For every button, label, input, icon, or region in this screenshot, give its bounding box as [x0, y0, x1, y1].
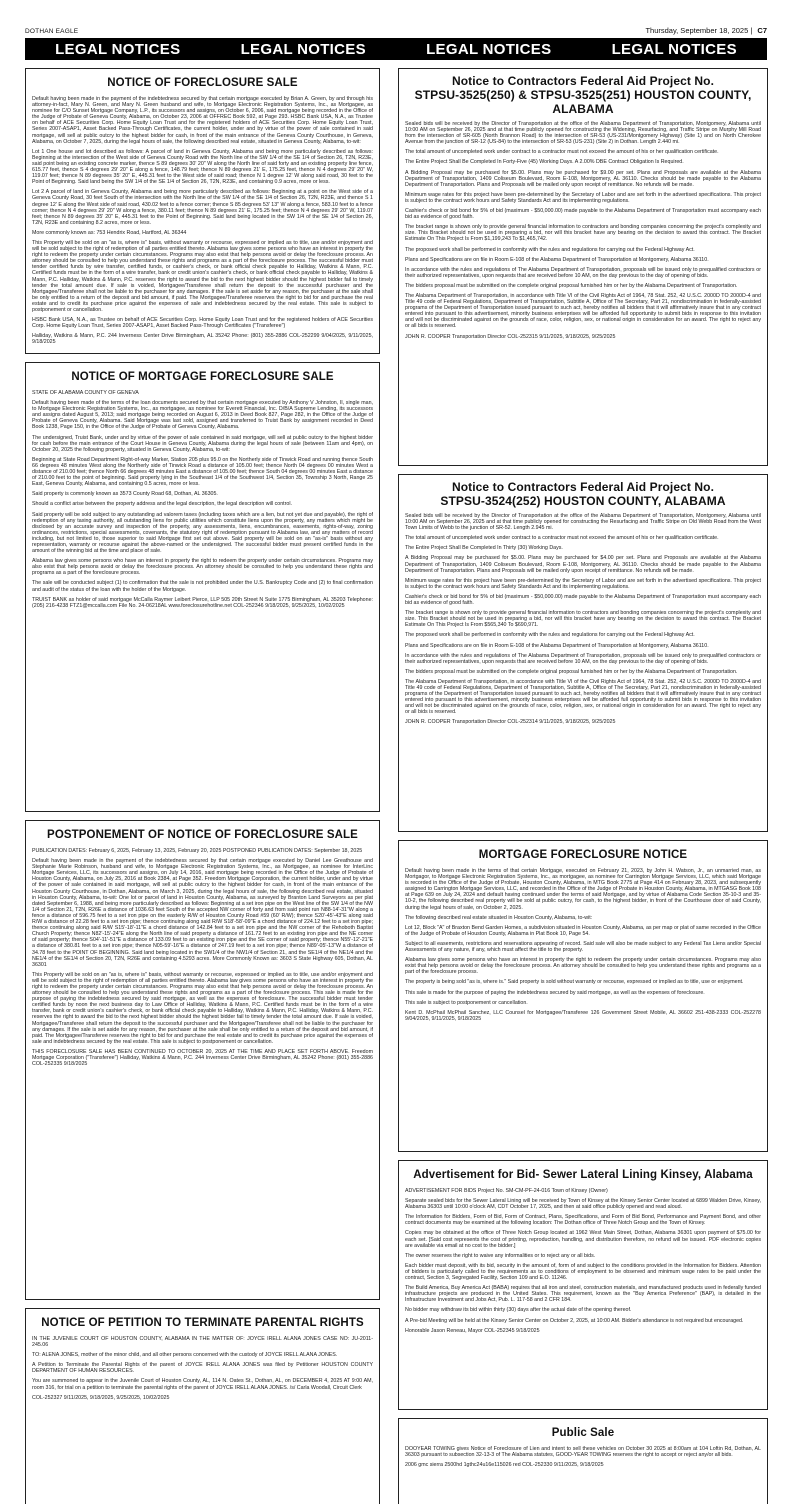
notice-paragraph: The Entire Project Shall Be Completed In Thirty (30) Working Days. [405, 545, 563, 552]
notice-paragraph: Sealed bids will be received by the Director of Transportation at the office of the Alabama Department of Transportation, Montgomery, Alabama until 10:00 AM on September 26, 2025 and at that time publicly opened for constructing the Resurfacing and Traffic Stripe on Old Webb Road from the West Town Limits of Webb to the junction of SR-52. Length 2.945 mi. [405, 513, 761, 532]
notice-paragraph: JOHN R. COOPER Transportation Director COL-252315 9/11/2025, 9/18/2025, 9/25/2025 [405, 333, 616, 340]
page-number: C7 [757, 26, 767, 35]
title-line: Notice to Contractors Federal Aid Project No. [451, 74, 715, 88]
notice-title: NOTICE OF FORECLOSURE SALE [107, 77, 298, 89]
notice-paragraph: Said property will be sold subject to any outstanding ad valorem taxes (including taxes which are a lien, but not yet due and payable), the right of redemption of any taxing authority, all outstanding liens for public utilities which constitute liens upon the property, any matters which might be disclosed by an accurate survey and inspection of the property, any assessments, liens, encumbrances, easements, rights-of-way, zoning ordinances, restrictions, special assessments, covenants, the statutory right of redemption pursuant to Alabama law, and any matters of record including, but not limited to, those superior to said Mortgage first set out above. Said property will be sold on an "as-is" basis without any representation, warranty or recourse against the above-named or the undersigned. The successful bidder must present certified funds in the amount of the winning bid at the time and place of sale. [32, 511, 373, 555]
right-column [398, 68, 768, 1504]
notice-paragraph: Minimum wage rates for this project have been pre-determined by the Secretary of Labor and are set forth in the advertised specifications. This project is subject to the contract work hours and Safety Standards Act and its implementing regulations. [405, 577, 761, 590]
notice-paragraph: The bidders proposal must be submitted on the complete original proposal furnished him or her by the Alabama Department of Transportation. [405, 668, 738, 675]
notice-paragraph: Default having been made of the terms of the loan documents secured by that certain mortgage executed by Anthony V Johnston, II, single man, to Mortgage Electronic Registration Systems, Inc., as mortgagee, as nominee for Everett Financial, Inc. D/B/A Supreme Lending, its successors and assigns dated August 5, 2013; said mortgage being recorded on August 6, 2013 in Deed Book 827, Page 282, in the Office of the Judge of Probate of Geneva County, Alabama. Said Mortgage was last sold, assigned and transferred to Truist Bank by assignment recorded in Deed Book 1238, Page 150, in the Office of the Judge of Probate of Geneva County, Alabama. [32, 400, 373, 431]
date-text: Thursday, September 18, 2025 [645, 26, 749, 35]
notice-paragraph: DOOYEAR TOWING gives Notice of Foreclosure of Lien and intent to sell these vehicles on October 30 2025 at 8:00am at 104 Loftin Rd, Dothan, AL 36303 pursuant to subsection 32-13-3 of The Alabama statutes, GOOD-YEAR TOWING reserves the right to accept or reject any/or all bids. [405, 1446, 761, 1459]
notice-public-sale [398, 1418, 768, 1504]
notice-paragraph: Default having been made in the terms of that certain Mortgage, executed on February 21, 2023, by John H. Watson, Jr., an unmarried man, as Mortgagor, to Mortgage Electronic Registration Systems, Inc., as mortgagee, as nominee for Carrington Mortgage Services, LLC, which said Mortgage is recorded in the Office of the Judge of Probate, Houston County, Alabama, in MTG Book 2775 at Page 414 on February 28, 2023, and subsequently assigned to Carrington Mortgage Services, LLC, and recorded in the Office of the Judge of Probate in Houston County, Alabama, in MTGASG Book 108 at Page 639 on July 24, 2024 and default having continued under the terms of said Mortgage, and by virtue of Alabama Code Section 35-10-3 and 35-10-2, the following described real property will be sold at public outcry, for cash, to the highest bidder, in front of the Courthouse door of said County, during the legal hours of sale, on October 2, 2025. [405, 868, 761, 911]
notice-paragraph: THIS FORECLOSURE SALE HAS BEEN CONTINUED TO OCTOBER 20, 2025 AT THE TIME AND PLACE SET FORTH ABOVE. Freedom Mortgage Corporation ("Transferee") Halliday, Watkins & Mann, P.C. 244 Inverness Center Drive Birmingham, AL 35242 Phone: (801) 355-2886 COL-252335 9/18/2025 [32, 1048, 373, 1068]
notice-paragraph: The Information for Bidders, Form of Bid, Form of Contract, Plans, Specifications, and Form of Bid Bond, Performance and Payment Bond, and other contract documents may be examined at the following location: The Dothan office of Three Notch Group and the Town of Kinsey. [405, 1214, 761, 1227]
notice-paragraph: The total amount of uncompleted work under contract to a contractor must not exceed the amount of his or her qualification certificate. [405, 149, 719, 156]
notice-body [32, 1336, 373, 1504]
notice-paragraph: In accordance with the rules and regulations of The Alabama Department of Transportation, proposals will be issued only to prequalified contractors or their authorized representatives, upon requests that are received before 10 AM, on the day previous to the day of opening of bids. [405, 652, 761, 665]
page-header [25, 26, 767, 38]
left-column [25, 68, 380, 1504]
notice-paragraph: Halliday, Watkins & Mann, P.C. 244 Inverness Center Drive Birmingham, AL 35242 Phone: (801) 355-2886 COL-252299 9/04/2025, 9/11/2025, 9/18/2025 [32, 333, 373, 346]
notice-paragraph: Lot 1 One house and lot described as follows: A parcel of land in Geneva County, Alabama and being more particularly described as follows: Beginning at the intersection of the West side of Geneva County Road with the North line of the SW 1/4 of the SE 1/4 of Section 26, T2N, R23E, said point being an existing concrete marker, thence S 89 degrees 30' 20" W along the North line of said forty and an existing property line fence, 615.77 feet, thence S 4 degrees 29' 20" E along a fence, 148.79 feet; thence N 89 degrees 21' E, 175.25 feet, thence N 4 degrees 29' 20" W, 119.07 feet; thence N 89 degrees 35' 20" E, 445.31 feet to the West side of said road; thence N 1 degree 12' W along said road, 30 feet to the Point of Beginning. Said land being the SW 1/4 of the SE 1/4 of Section 26, T2N, R23E, and containing 0.9 acres, more or less. [32, 148, 373, 186]
notice-paragraph: In accordance with the rules and regulations of The Alabama Department of Transportation, proposals will be issued only to prequalified contractors or their authorized representatives, upon requests that are received before 10 AM, on the day previous to the day of opening of bids. [405, 266, 761, 279]
notice-paragraph: Copies may be obtained at the office of Three Notch Group located at 1962 West Main Street, Dothan, Alabama 36301 upon payment of $75.00 for each set. [Said cost represents the cost of printing, reproduction, handling, and distribution therefore, no refund will be issued. PDF electronic copies are available via email at no cost to the bidder.] [405, 1230, 761, 1249]
banner-label: LEGAL NOTICES [55, 40, 181, 58]
notice-contractors-3524 [398, 474, 768, 832]
notice-paragraph: Lot 2 A parcel of land in Geneva County, Alabama and being more particularly described as follows: Beginning at a point on the West side of a Geneva County Road, 30 feet South of the intersection with the North line of the SW 1/4 of the SE 1/4 of Section 26, T2N, R23E, and thence S 1 degree 12' E along the West side of said road, 430.02 feet to a fence corner; thence S 85 degrees 53' 13" W along a fence, 583.10 feet to a fence corner; thence N 4 degrees 29' 20" W along a fence, 380.11 feet; thence N 89 degrees 21' E, 175.25 feet; thence N 4 degrees 29' 20" W, 119.07 feet; thence N 89 degrees 35' 20" E, 445.31 feet to the Point of Beginning. Said land being located in the SW 1/4 of the SE 1/4 of Section 26, T2N, R23E and containing 8.2 acres, more or less. [32, 189, 373, 226]
notice-paragraph: A Pre-bid Meeting will be held at the Kinsey Senior Center on October 2, 2025, at 10:00 AM. Bidder's attendance is not required but encouraged. [405, 1317, 744, 1324]
notice-paragraph: Sealed bids will be received by the Director of Transportation at the office of the Alabama Department of Transportation, Montgomery, Alabama until 10:00 AM on September 26, 2025 and at that time publicly opened for constructing the Widening, Resurfacing, and Traffic Stripe on Murphy Mill Road from the intersection of SR-605 (North Brannon Road) to the intersection of SR-53 (US-231/Montgomery Highway) (Site 1) and on North Cherokee Avenue from the junction of SR-12 (US-84) to the intersection of SR-53 (US-231) (Site 2) in Dothan. Length 2.440 mi. [405, 121, 761, 146]
notice-paragraph: TO: ALENA JONES, mother of the minor child, and all other persons concerned with the custody of JOYCE IRELL ALANA JONES. [32, 1352, 338, 1359]
notice-paragraph: The undersigned, Truist Bank, under and by virtue of the power of sale contained in said mortgage, will sell at public outcry to the highest bidder for cash before the main entrance of the Court House in Geneva County, Alabama during the legal hours of sale (between 11am and 4pm), on October 20, 2025 the following property, situated in Geneva County, Alabama, to-wit: [32, 434, 373, 453]
notice-paragraph: IN THE JUVENILE COURT OF HOUSTON COUNTY, ALABAMA IN THE MATTER OF: JOYCE IRELL ALANA JONES CASE NO: JU-2011-245.06 [32, 1336, 373, 1349]
notice-paragraph: The Alabama Department of Transportation, in accordance with Title VI of the Civil Rights Act of 1964, 78 Stat. 252, 42 U.S.C. 2000D TO 2000D-4 and Title 49 code of Federal Regulations, Department of Transportation, Subtitle A, Office of The Secretary, Part 21, nondiscrimination in federally-assisted programs of the Department of Transportation issued pursuant to such act, hereby notifies all bidders that it will affirmatively insure that in any contract entered into pursuant to this advertisement, minority business enterprises will be afforded full opportunity to submit bids in response to this invitation and will not be discriminated against on the grounds of race, color, religion, sex, or national origin in consideration for an award. The right to reject any or all bids is reserved. [405, 292, 761, 330]
notice-paragraph: Should a conflict arise between the property address and the legal description, the legal description will control. [32, 501, 292, 508]
notice-parental-rights [25, 1308, 380, 1504]
notice-paragraph: More commonly known as: 753 Hendrix Road, Hartford, AL 36344 [32, 229, 187, 236]
notice-paragraph: A Bidding Proposal may be purchased for $5.00. Plans may be purchased for $9.00 per set. Plans and Proposals are available at the Alabama Department of Transportation, 1409 Coliseum Boulevard, Room E-108, Montgomery, AL 36110. Checks should be made payable to the Alabama Department of Transportation. Plans and Proposals will be mailed only upon receipt of remittance. No refunds will be made. [405, 169, 761, 188]
notice-title: NOTICE OF MORTGAGE FORECLOSURE SALE [71, 371, 334, 383]
notice-paragraph: The property is being sold "as is, where is." Said property is sold without warranty or recourse, expressed or implied as to title, use or enjoyment. [405, 979, 744, 986]
notice-paragraph: Default having been made in the payment of the indebtedness secured by that certain mortgage executed by Daniel Lee Greathouse and Stephanie Marie Robinson, husband and wife, to Mortgage Electronic Registration Systems, Inc., as Mortgagee, as nominee for InterLinc Mortgage Services, LLC, its successors and assigns, on July 14, 2016, said mortgage being recorded in the Office of the Judge of Probate of Houston County, Alabama, on July 25, 2016 at Book 2384, at Page 352. Freedom Mortgage Corporation, the current holder, under and by virtue of the power of sale contained in said mortgage, will sell at public outcry to the highest bidder for cash, in front of the main entrance of the Houston County Courthouse, in Dothan, Alabama, on March 3, 2025, during the legal hours of sale, the following described real estate, situated in Houston County, Alabama, to-wit: One lot or parcel of land in Houston County, Alabama, as surveyed by Branton Land Surveyors as per plat dated September 6, 1988, and being more particularly described as follows: Beginning at a set iron pipe on the West line of the SW 1/4 of the NW 1/4 of Section 21, T2N, R26E a distance of 1036.63 feet South of the accepted NW corner of forty and from said point run N88-14'-31"W along a fence a distance of 596.75 feet to a set iron pipe on the easterly R/W of Houston County Road #59 (60' R/W); thence S20'-45'-43"E along said R/W a distance of 22.28 feet to a set iron pipe; thence continuing along said R/W S18'-58'-09"E a chord distance of 224.12 feet to a set iron pipe; thence continuing along said R/W S15'-18'-11"E a chord distance of 142.84 feet to a set iron pipe and the NW corner of the Rehoboth Baptist Church Property; thence N82'-15'-24"E along the North line of said property a distance of 161.72 feet to an existing iron pipe and the NE corner of said property; thence S04'-11'-51"E a distance of 133.09 feet to an existing iron pipe and the SE corner of said property; thence N55'-12'-21"E a distance of 380.81 feet to a set iron pipe; thence N05-59'-16"E a distance of 247.19 feet to a set iron pipe; thence N89'-05'-13"W a distance of 34.78 feet to the POINT OF BEGINNING. Said land being located in the SW1/4 of the NW1/4 of Section 21, and the SE1/4 of the NE1/4 and the NE1/4 of the SE1/4 of Section 20, T2N, R26E and containing 4.5293 acres. More Commonly Known as: 3603 S State Highway 605, Dothan, AL 36301 [32, 858, 373, 968]
notice-paragraph: Honorable Jason Reneau, Mayor COL-252345 9/18/2025 [405, 1327, 540, 1334]
notice-body [405, 513, 761, 827]
notice-mortgage-foreclosure-sale [25, 362, 380, 812]
banner-label: LEGAL NOTICES [426, 40, 552, 58]
section-banner [25, 38, 767, 60]
notice-paragraph: Alabama law gives some persons who have an interest in property the right to redeem the property under certain circumstances. Programs may also exist that help persons avoid or delay the foreclosure process. An attorney should be consulted to help you understand these rights and programs as a part of the foreclosure process. [405, 957, 761, 976]
notice-contractors-3525 [398, 68, 768, 466]
notice-postponement [25, 820, 380, 1300]
notice-paragraph: The proposed work shall be performed in conformity with the rules and regulations for carrying out the Federal Highway Act. [405, 246, 695, 253]
notice-paragraph: Default having been made in the payment of the indebtedness secured by that certain mortgage executed by Brian A. Green, by and through his attorney-in-fact, Mary N. Green, and Mary N. Green husband and wife, to Mortgage Electronic Registration Systems, Inc., as Mortgagee, as nominee for C/O Sunset Mortgage Company, L.P., its successors and assigns, on October 6, 2006, said mortgage being recorded in the Office of the Judge of Probate of Geneva County, Alabama, on October 23, 2006 at OFFREC Book 592, at Page 293. HSBC Bank USA, N.A., as Trustee on behalf of ACE Securities Corp. Home Equity Loan Trust and for the registered holders of ACE Securities Corp. Home Equity Loan Trust, Series 2007-ASAP1, Asset Backed Pass-Through Certificates, the current holder, under and by virtue of the power of sale contained in said mortgage, will sell at public outcry to the highest bidder for cash, in front of the main entrance of the Geneva County Courthouse, in Geneva, Alabama, on October 7, 2025, during the legal hours of sale, the following described real estate, situated in Geneva County, Alabama, to-wit: [32, 96, 373, 145]
notice-paragraph: A Bidding Proposal may be purchased for $5.00. Plans may be purchased for $4.00 per set. Plans and Proposals are available at the Alabama Department of Transportation, 1409 Coliseum Boulevard, Room E-108, Montgomery, AL 36110. Checks should be made payable to the Alabama Department of Transportation. Plans and Proposals will be mailed only upon receipt of remittance. No refunds will be made. [405, 555, 761, 574]
notice-paragraph: This sale is subject to postponement or cancellation. [405, 999, 528, 1006]
notice-paragraph: The Build America, Buy America Act (BABA) requires that all iron and steel, construction materials, and manufactured products used in federally funded infrastructure projects are produced in the United States. This requirement, known as the "Buy America Preference" (BAP), is detailed in the Infrastructure Investment and Jobs Act, Pub. L. 117-58 and 2 CFR 184. [405, 1285, 761, 1304]
notice-paragraph: The Entire Project Shall Be Completed In Forty-Five (45) Working Days. A 2.00% DBE Contract Obligation Is Required. [405, 159, 684, 166]
notice-title: NOTICE OF PETITION TO TERMINATE PARENTAL RIGHTS [41, 1317, 364, 1329]
notice-paragraph: This sale is made for the purpose of paying the indebtedness secured by said mortgage, as well as the expenses of foreclosure. [405, 989, 705, 996]
title-line: Notice to Contractors Federal Aid Project No. [451, 480, 715, 494]
notice-paragraph: Subject to all easements, restrictions and reservations appearing of record. Said sale will also be made subject to any Federal Tax Liens and/or Special Assessments of any nature, if any, which must affect the title to the property. [405, 940, 761, 954]
notice-title: Advertisement for Bid- Sewer Lateral Lining Kinsey, Alabama [413, 1169, 753, 1181]
notice-paragraph: COL-252327 9/11/2025, 9/18/2025, 9/25/2025, 10/02/2025 [32, 1394, 170, 1401]
notice-paragraph: Beginning at State Road Department Right-of-way Marker, Station 205 plus 95.0 on the Northerly side of Tinwick Road and running thence South 66 degrees 48 minutes West along the Northerly side of Tinwick Road a distance of 105.00 feet; thence North 04 degrees 00 minutes West a distance of 210.00 feet; thence North 66 degrees 48 minutes East a distance of 105.00 feet; thence South 04 degrees 00 minutes East a distance of 210.00 feet to the point of beginning. Said property lying in the Southeast 1/4 of the Southwest 1/4, Section 35, Township 3 North, Range 25 East, Geneva County, Alabama, and containing 0.5 acres, more or less. [32, 456, 373, 488]
notice-foreclosure-sale [25, 68, 380, 354]
notice-paragraph: Alabama law gives some persons who have an interest in property the right to redeem the property under certain circumstances. Programs may also exist that help persons avoid or delay the foreclosure process. An attorney should be consulted to help you understand these rights and programs as a part of the foreclosure process. [32, 558, 373, 577]
notice-title: POSTPONEMENT OF NOTICE OF FORECLOSURE SALE [47, 829, 358, 841]
notice-paragraph: Minimum wage rates for this project have been pre-determined by the Secretary of Labor and are set forth in the advertised specifications. This project is subject to the contract work hours and Safety Standards Act and its implementing regulations. [405, 191, 761, 204]
notice-paragraph: TRUIST BANK as holder of said mortgage McCalla Raymer Leibert Pierce, LLP 505 20th Street N Suite 1775 Birmingham, AL 35203 Telephone: (205) 216-4238 FTZ1@mccalla.com File No. 24-06218AL www.foreclosurehotline.net COL-252346 9/18/2025, 9/25/2025, 10/02/2025 [32, 596, 373, 609]
notice-paragraph: Each bidder must deposit, with its bid, security in the amount of, form of and subject to the conditions provided in the Information for Bidders. Attention of bidders is particularly called to the requirements as to conditions of employment to be observed and minimum wage rates to be paid under the contract, Section 3, Segregated Facility, Section 109 and E.O. 11246. [405, 1262, 761, 1282]
notice-paragraph: The bracket range is shown only to provide general financial information to contractors and bonding companies concerning the project's complexity and size. This Bracket should not be used in preparing a bid, nor will this bracket have any bearing on the decision to award this contract. The Bracket Estimate On This Project Is From $1,199,243 To $1,465,742. [405, 224, 761, 243]
notice-mortgage-foreclosure [398, 840, 768, 1152]
notice-body [405, 121, 761, 461]
notice-paragraph: The bracket range is shown only to provide general financial information to contractors and bonding companies concerning the project's complexity and size. This Bracket should not be used in preparing a bid, nor will this bracket have any bearing on the decision to award this contract. The Bracket Estimate On This Project Is From $565,340 To $690,971. [405, 610, 761, 629]
banner-label: LEGAL NOTICES [611, 40, 737, 58]
notice-paragraph: The owner reserves the right to waive any informalities or to reject any or all bids. [405, 1252, 596, 1259]
title-line: STPSU-3524(252) HOUSTON COUNTY, ALABAMA [440, 494, 726, 508]
notice-paragraph: The total amount of uncompleted work under contract to a contractor must not exceed the amount of his or her qualification certificate. [405, 535, 719, 542]
notice-bid-sewer-lining [398, 1160, 768, 1410]
notice-title: MORTGAGE FORECLOSURE NOTICE [478, 849, 688, 861]
notice-title: Public Sale [551, 1427, 615, 1439]
notice-title [405, 478, 761, 513]
notice-paragraph: STATE OF ALABAMA COUNTY OF GENEVA [32, 390, 139, 396]
notice-paragraph: PUBLICATION DATES: February 6, 2025, February 13, 2025, February 20, 2025 POSTPONED PUBLICATION DATES: September 18, 2025 [32, 848, 363, 854]
notice-paragraph: Plans and Specifications are on file in Room E-108 of the Alabama Department of Transportation at Montgomery, Alabama 36110. [405, 642, 709, 649]
notice-title [405, 72, 761, 121]
notice-paragraph: Kent D. McPhail McPhail Sanchez, LLC Counsel for Mortgagee/Transferee 126 Government Street Mobile, AL 36602 251-438-2333 COL-252278 9/04/2025, 9/11/2025, 9/18/2025 [405, 1009, 761, 1022]
issue-date: Thursday, September 18, 2025 | C7 [645, 26, 767, 35]
notice-paragraph: ADVERTISEMENT FOR BIDS Project No. SM-CM-PF-24-016 Town of Kinsey (Owner) [405, 1188, 608, 1194]
title-line: ALABAMA [552, 102, 614, 116]
notice-paragraph: This Property will be sold on an "as is, where is" basis, without warranty or recourse, expressed or implied as to title, use and/or enjoyment and will be sold subject to the right of redemption of all parties entitled thereto. Alabama law gives some persons who have an interest in property the right to redeem the property under certain circumstances. Programs may also exist that help persons avoid or delay the foreclosure process. An attorney should be consulted to help you understand these rights and programs as a part of the foreclosure process. This sale is made for the purpose of paying the indebtedness secured by said mortgage, as well as the expenses of foreclosure. The successful bidder must tender certified funds by noon the next business day to Law Office of Halliday, Watkins & Mann, P.C. Certified funds must be in the form of a wire transfer, bank or credit union's cashier's check, or bank official check payable to Halliday, Watkins & Mann, P.C. Halliday, Watkins & Mann, P.C. reserves the right to award the bid to the next highest bidder should the highest bidder fail to timely tender the total amount due. If sale is voided, Mortgagee/Transferee shall return the deposit to the successful purchaser and the Mortgagee/Transferee shall not be liable to the purchaser for any damages. If the sale is set aside for any reason, the purchaser at the sale shall be only entitled to a return of the deposit and bid amount, if paid. The Mortgagee/Transferee reserves the right to bid for and purchase the real estate and to credit its purchase price against the expenses of sale and indebtedness secured by the real estate. This sale is subject to postponement or cancellation. [32, 971, 373, 1045]
banner-label: LEGAL NOTICES [240, 40, 366, 58]
notice-body [405, 868, 761, 1146]
notice-paragraph: This Property will be sold on an "as is, where is" basis, without warranty or recourse, expressed or implied as to title, use and/or enjoyment and will be sold subject to the right of redemption of all parties entitled thereto. Alabama law gives some persons who have an interest in property the right to redeem the property under certain circumstances. Programs may also exist that help persons avoid or delay the foreclosure process. An attorney should be consulted to help you understand these rights and programs as a part of the foreclosure process. The successful bidder must tender certified funds by wire transfer, certified funds, or cashier's check, or bank official check payable to Halliday, Watkins & Mann, P.C. Certified funds must be in the form of a wire transfer, bank or credit union's cashier's check, or bank official check payable to Halliday, Watkins & Mann, P.C. Halliday, Watkins & Mann, P.C. reserves the right to award the bid to the next highest bidder should the highest bidder fail to timely tender the total amount due. If sale is voided, Mortgagee/Transferee shall return the deposit to the successful purchaser and the Mortgagee/Transferee shall not be liable to the purchaser for any damages. If the sale is set aside for any reason, the purchaser at the sale shall be only entitled to a return of the deposit and bid amount, if paid. The Mortgagee/Transferee reserves the right to bid for and purchase the real estate and to credit its purchase price against the expenses of sale and indebtedness secured by the real estate. This sale is subject to postponement or cancellation. [32, 239, 373, 313]
notice-body [32, 96, 373, 346]
notice-paragraph: Plans and Specifications are on file in Room E-108 of the Alabama Department of Transportation at Montgomery, Alabama 36110. [405, 256, 709, 263]
notice-body [405, 1446, 761, 1504]
notice-paragraph: The bidders proposal must be submitted on the complete original proposal furnished him or her by the Alabama Department of Transportation. [405, 282, 738, 289]
notice-paragraph: The Alabama Department of Transportation, in accordance with Title VI of the Civil Rights Act of 1964, 78 Stat. 252, 42 U.S.C. 2000D TO 2000D-4 and Title 49 code of Federal Regulations, Department of Transportation, Subtitle A, Office of The Secretary, Part 21, nondiscrimination in federally-assisted programs of the Department of Transportation issued pursuant to such act, hereby notifies all bidders that it will affirmatively insure that in any contract entered into pursuant to this advertisement, minority business enterprises will be afforded full opportunity to submit bids in response to this invitation and will not be discriminated against on the grounds of race, color, religion, sex, or national origin in consideration for an award. The right to reject any or all bids is reserved. [405, 678, 761, 716]
notice-paragraph: The sale will be conducted subject (1) to confirmation that the sale is not prohibited under the U.S. Bankruptcy Code and (2) to final confirmation and audit of the status of the loan with the holder of the Mortgage. [32, 580, 373, 593]
notice-paragraph: The proposed work shall be performed in conformity with the rules and regulations for carrying out the Federal Highway Act. [405, 632, 695, 639]
title-line: STPSU-3525(250) & STPSU-3525(251) HOUSTON COUNTY, [414, 88, 752, 102]
notice-body [32, 390, 373, 804]
notice-paragraph: Said property is commonly known as 3573 County Road 68, Dothan, AL 36305. [32, 491, 218, 498]
notice-body [405, 1188, 761, 1406]
notice-paragraph: 2006 gmc sierra 2500hd 1gthc24u16e115026 red COL-252330 9/11/2025, 9/18/2025 [405, 1462, 604, 1469]
notice-paragraph: A Petition to Terminate the Parental Rights of the parent of JOYCE IRELL ALANA JONES was filed by Petitioner HOUSTON COUNTY DEPARTMENT OF HUMAN RESOURCES. [32, 1362, 373, 1375]
notice-paragraph: Lot 12, Block "A" of Braxton Bend Garden Homes, a subdivision situated in Houston County, Alabama, as per map or plat of same recorded in the Office of the Judge of Probate of Houston County, Alabama in Plat Book 10, Page 54. [405, 924, 761, 937]
notice-paragraph: Cashier's check or bid bond for 5% of bid (maximum - $50,000.00) made payable to the Alabama Department of Transportation must accompany each bid as evidence of good faith. [405, 593, 761, 607]
newspaper-name: DOTHAN EAGLE [25, 28, 79, 35]
notice-paragraph: HSBC Bank USA, N.A., as Trustee on behalf of ACE Securities Corp. Home Equity Loan Trust and for the registered holders of ACE Securities Corp. Home Equity Loan Trust, Series 2007-ASAP1, Asset Backed Pass-Through Certificates ("Transferee") [32, 317, 373, 330]
notice-paragraph: You are summoned to appear in the Juvenile Court of Houston County, AL, 114 N. Oates St., Dothan, AL, on DECEMBER 4, 2025 AT 9:00 AM, room 316, for trial on a petition to terminate the parental rights of the parent of JOYCE IRELL ALANA JONES. /s/ Carla Woodall, Circuit Clerk [32, 1378, 373, 1391]
notice-paragraph: Separate sealed bids for the Sewer Lateral Lining will be received by Town of Kinsey at the Kinsey Senior Center located at 6899 Walden Drive, Kinsey, Alabama 36303 until 10:00 o'clock AM, CDT October 17, 2025, and then at said office publicly opened and read aloud. [405, 1198, 761, 1211]
notice-paragraph: Cashier's check or bid bond for 5% of bid (maximum - $50,000.00) made payable to the Alabama Department of Transportation must accompany each bid as evidence of good faith. [405, 208, 761, 221]
notice-paragraph: JOHN R. COOPER Transportation Director COL-252314 9/11/2025, 9/18/2025, 9/25/2025 [405, 719, 616, 726]
notice-paragraph: No bidder may withdraw its bid within thirty (30) days after the actual date of the opening thereof. [405, 1307, 632, 1314]
notice-paragraph: The following described real estate situated in Houston County, Alabama, to-wit: [405, 914, 593, 921]
notice-body [32, 848, 373, 1292]
